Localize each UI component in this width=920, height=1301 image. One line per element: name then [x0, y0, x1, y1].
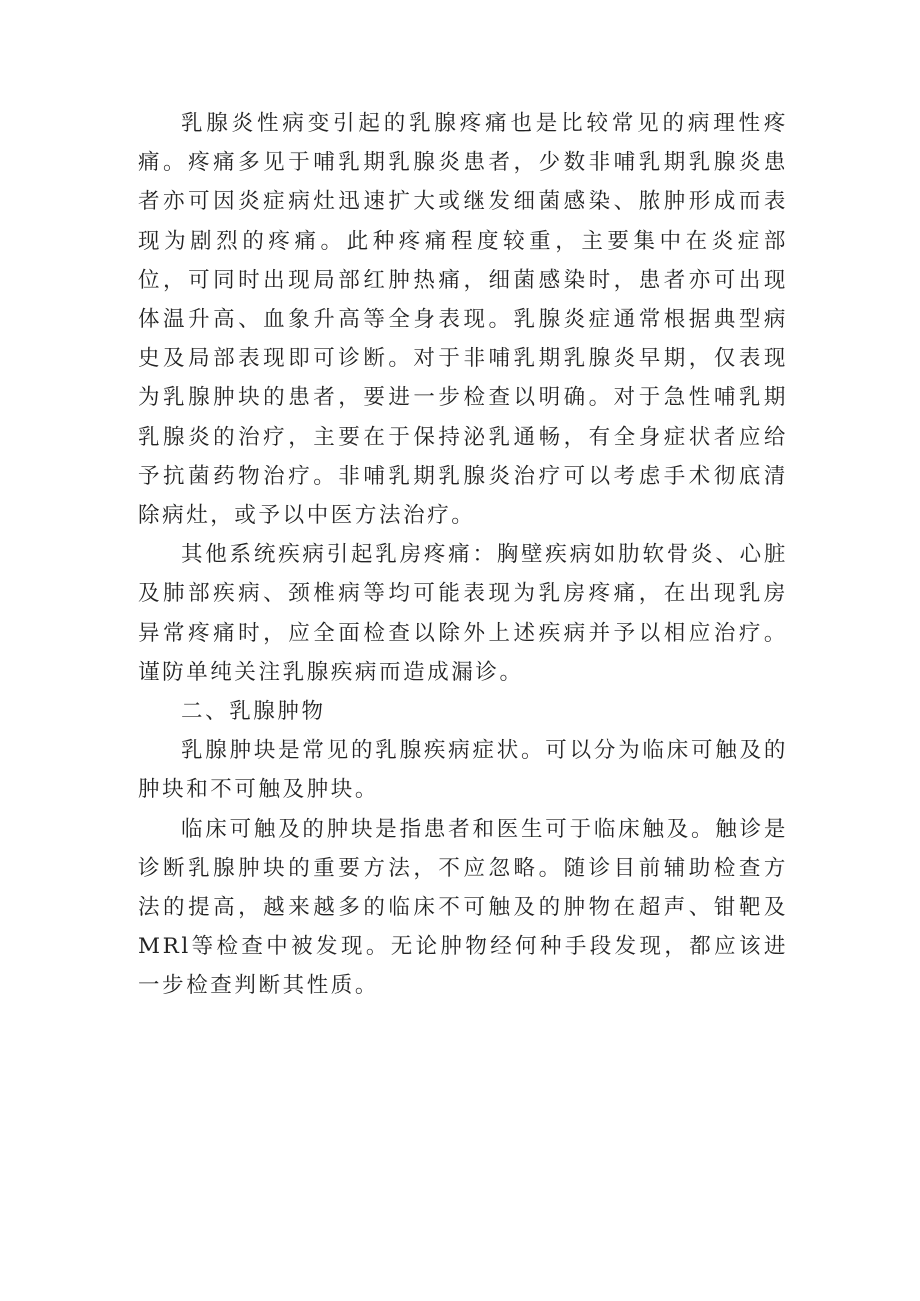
section-heading-breast-mass: 二、乳腺肿物 — [181, 699, 326, 725]
paragraph-other-system-pain: 其他系统疾病引起乳房疼痛：胸壁疾病如肋软骨炎、心脏及肺部疾病、颈椎病等均可能表现为乳房疼痛，在出现乳房异常疼痛时，应全面检查以除外上述疾病并予以相应治疗。谨防单纯关注乳腺疾病而造成漏诊。 — [138, 542, 788, 685]
paragraph-inflammatory-pain: 乳腺炎性病变引起的乳腺疼痛也是比较常见的病理性疼痛。疼痛多见于哺乳期乳腺炎患者，少数非哺乳期乳腺炎患者亦可因炎症病灶迅速扩大或继发细菌感染、脓肿形成而表现为剧烈的疼痛。此种疼痛程度较重，主要集中在炎症部位，可同时出现局部红肿热痛，细菌感染时，患者亦可出现体温升高、血象升高等全身表现。乳腺炎症通常根据典型病史及局部表现即可诊断。对于非哺乳期乳腺炎早期，仅表现为乳腺肿块的患者，要进一步检查以明确。对于急性哺乳期乳腺炎的治疗，主要在于保持泌乳通畅，有全身症状者应给予抗菌药物治疗。非哺乳期乳腺炎治疗可以考虑手术彻底清除病灶，或予以中医方法治疗。 — [138, 111, 788, 529]
document-page — [138, 104, 788, 1006]
paragraph-palpable-mass: 临床可触及的肿块是指患者和医生可于临床触及。触诊是诊断乳腺肿块的重要方法，不应忽略。随诊目前辅助检查方法的提高，越来越多的临床不可触及的肿物在超声、钳靶及MRl等检查中被发现。无论肿物经何种手段发现，都应该进一步检查判断其性质。 — [138, 816, 788, 999]
paragraph-breast-mass-intro: 乳腺肿块是常见的乳腺疾病症状。可以分为临床可触及的肿块和不可触及肿块。 — [138, 738, 788, 803]
